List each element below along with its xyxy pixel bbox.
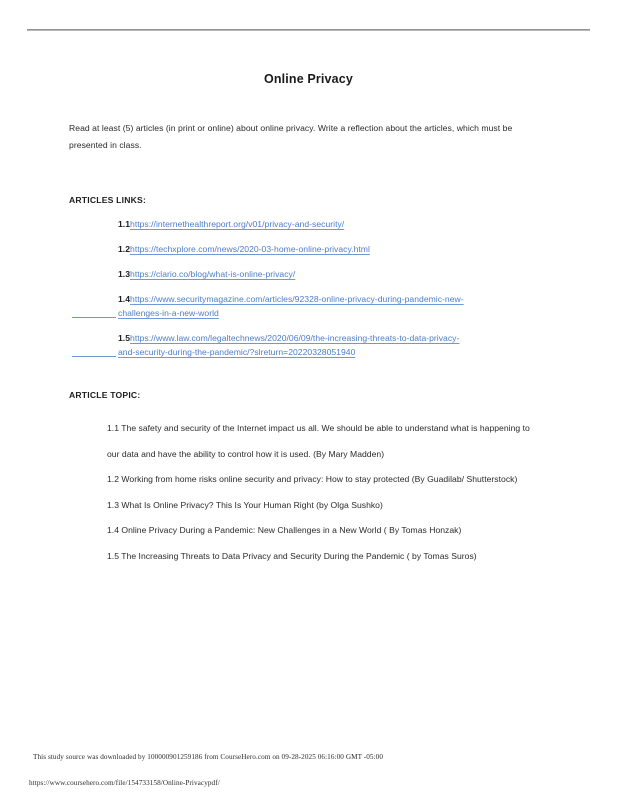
list-item <box>69 218 539 231</box>
list-item: 1.1 The safety and security of the Internet impact us all. We should be able to understand what is happening to our data and have the ability to control how it is used. (By Mary Madden) <box>107 423 530 459</box>
header-divider <box>27 29 590 31</box>
article-link[interactable]: https://techxplore.com/news/2020-03-home-online-privacy.html <box>130 244 370 254</box>
list-item: 1.3 What Is Online Privacy? This Is Your Human Right (by Olga Sushko) <box>107 499 383 510</box>
list-item <box>69 268 539 281</box>
link-number: 1.2 <box>118 244 131 254</box>
articles-links-list <box>69 218 539 359</box>
link-wrap-indent <box>72 356 116 357</box>
link-number: 1.4 <box>118 294 131 304</box>
download-notice: This study source was downloaded by 100000901259186 from CourseHero.com on 09-28-2025 06:16:00 GMT -05:00 <box>33 753 384 761</box>
list-item <box>69 332 539 359</box>
list-item <box>69 243 539 256</box>
link-wrap-indent <box>72 317 116 318</box>
articles-links-heading: ARTICLES LINKS: <box>69 195 146 205</box>
article-link[interactable]: https://internethealthreport.org/v01/privacy-and-security/ <box>130 219 345 229</box>
article-topic-heading: ARTICLE TOPIC: <box>69 390 141 400</box>
article-link-continuation[interactable]: and-security-during-the-pandemic/?slreturn=20220328051940 <box>118 347 356 357</box>
source-url: https://www.coursehero.com/file/154733158/Online-Privacypdf/ <box>29 779 220 787</box>
article-link[interactable]: https://www.securitymagazine.com/articles/92328-online-privacy-during-pandemic-new- <box>130 294 464 304</box>
article-topic-list <box>69 416 539 569</box>
list-item <box>69 293 539 320</box>
page-title: Online Privacy <box>264 72 353 86</box>
document-body <box>69 120 539 569</box>
link-number: 1.3 <box>118 269 131 279</box>
link-number: 1.5 <box>118 333 131 343</box>
intro-paragraph: Read at least (5) articles (in print or online) about online privacy. Write a reflection about the articles, which must be presented in class. <box>69 123 513 150</box>
article-link[interactable]: https://clario.co/blog/what-is-online-privacy/ <box>130 269 296 279</box>
link-number: 1.1 <box>118 219 131 229</box>
article-link-continuation[interactable]: challenges-in-a-new-world <box>118 308 219 318</box>
list-item: 1.5 The Increasing Threats to Data Privacy and Security During the Pandemic ( by Tomas Suros) <box>107 550 477 561</box>
list-item: 1.2 Working from home risks online security and privacy: How to stay protected (By Guadilab/ Shutterstock) <box>107 474 518 484</box>
list-item: 1.4 Online Privacy During a Pandemic: New Challenges in a New World ( By Tomas Honzak) <box>107 525 462 535</box>
article-link[interactable]: https://www.law.com/legaltechnews/2020/06/09/the-increasing-threats-to-data-privacy- <box>130 333 460 343</box>
